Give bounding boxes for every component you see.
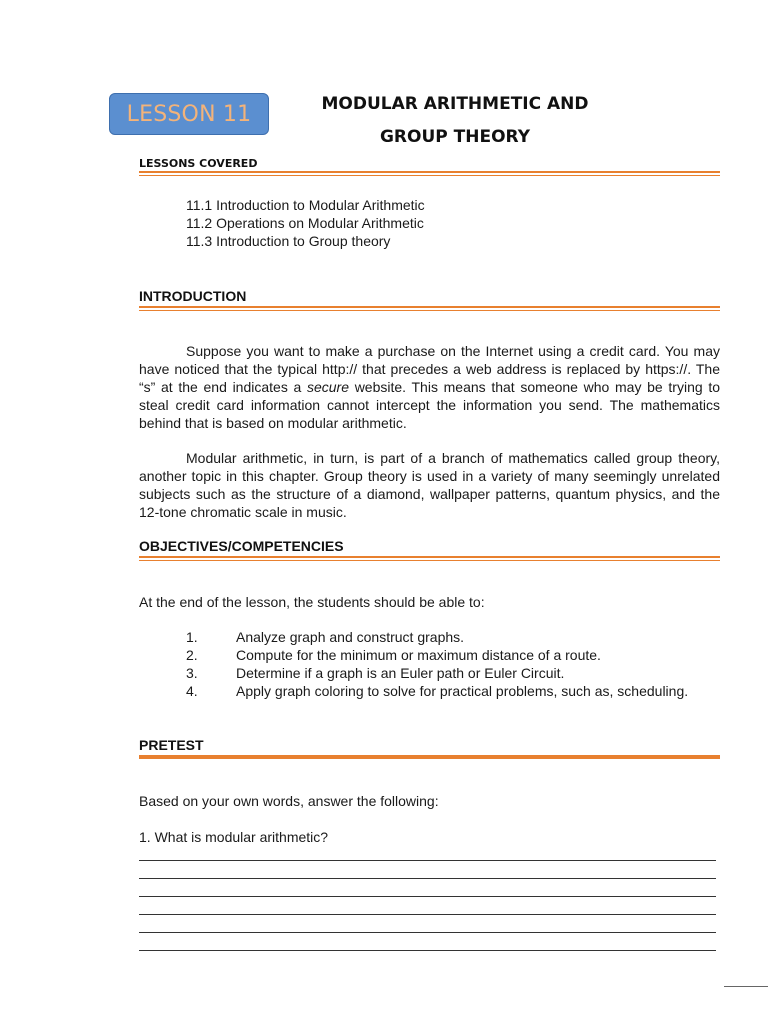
objective-text: Analyze graph and construct graphs. [236,629,465,645]
objective-text: Compute for the minimum or maximum distance of a route. [236,647,601,663]
answer-line [139,860,716,862]
answer-line [139,878,716,880]
footer-line [724,986,768,987]
lesson-badge: LESSON 11 [109,93,269,135]
objective-number: 2. [186,647,198,663]
emphasis-secure: secure [306,379,350,395]
objective-number: 3. [186,665,198,681]
introduction-paragraph-1: Suppose you want to make a purchase on the Internet using a credit card. You may have noticed that the typical http:// that precedes a web address is replaced by https://. The “s” at the end indicates a secure website. This means that someone who may be trying to steal credit card information cannot intercept the information you send. The mathematics behind that is based on modular arithmetic. [139,343,721,431]
objective-text: Apply graph coloring to solve for practical problems, such as, scheduling. [236,683,689,699]
objective-text: Determine if a graph is an Euler path or Euler Circuit. [236,665,565,681]
page-title-line2: GROUP THEORY [379,127,531,147]
pretest-question-1: 1. What is modular arithmetic? [139,829,329,845]
section-divider [139,755,720,759]
lesson-item: 11.2 Operations on Modular Arithmetic [186,215,424,231]
objective-number: 4. [186,683,198,699]
objectives-lead: At the end of the lesson, the students should be able to: [139,594,485,610]
lesson-item: 11.3 Introduction to Group theory [186,233,391,249]
section-divider [139,556,720,561]
answer-line [139,914,716,916]
introduction-heading: INTRODUCTION [139,288,247,304]
page-title-line1: MODULAR ARITHMETIC AND [321,94,589,114]
pretest-heading: PRETEST [139,737,204,753]
pretest-instruction: Based on your own words, answer the following: [139,793,439,809]
objective-number: 1. [186,629,198,645]
section-divider [139,171,720,176]
introduction-paragraph-2: Modular arithmetic, in turn, is part of a branch of mathematics called group theory, another topic in this chapter. Group theory is used in a variety of many seemingly unrelated subjects such as the structure of a diamond, wallpaper patterns, quantum physics, and the 12-tone chromatic scale in music. [139,450,720,520]
section-divider [139,306,720,311]
lessons-covered-heading: LESSONS COVERED [139,157,258,170]
objectives-heading: OBJECTIVES/COMPETENCIES [139,538,344,554]
answer-line [139,950,716,952]
lesson-item: 11.1 Introduction to Modular Arithmetic [186,197,425,213]
answer-line [139,896,716,898]
answer-line [139,932,716,934]
